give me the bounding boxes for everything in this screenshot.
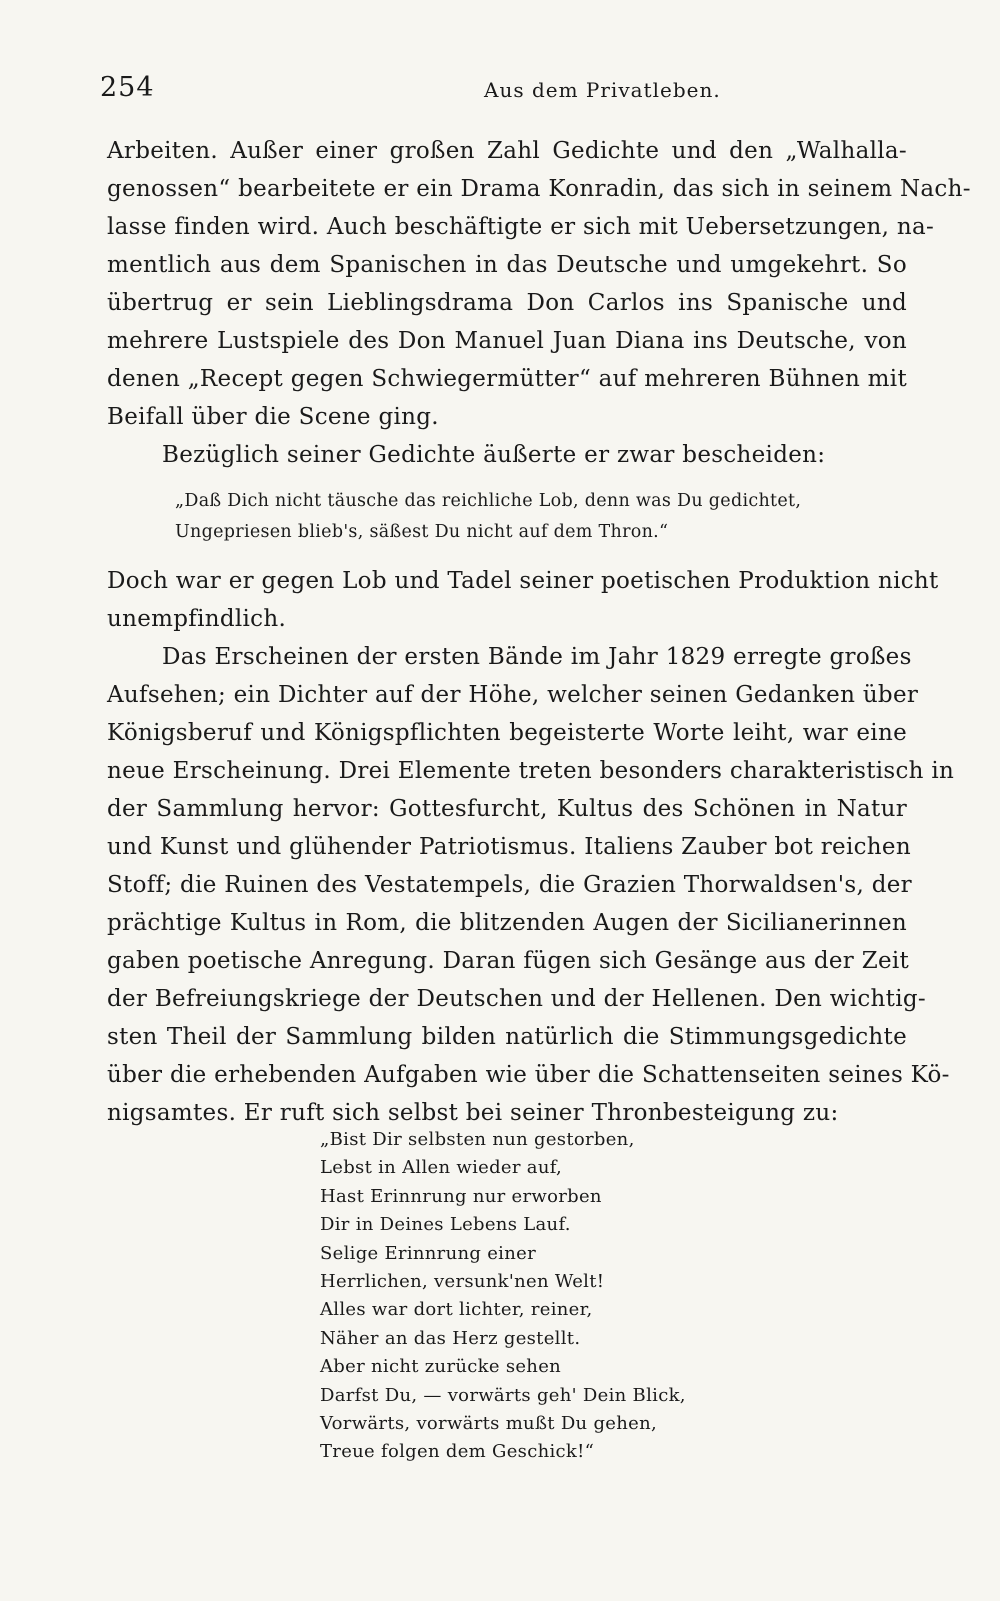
poem-line: Näher an das Herz gestellt. <box>320 1327 581 1349</box>
poem-line: Dir in Deines Lebens Lauf. <box>320 1214 571 1236</box>
quote-line: „Daß Dich nicht täusche das reichliche Lob, denn was Du gedichtet, <box>175 491 802 511</box>
text-line: Doch war er gegen Lob und Tadel seiner poetischen Produktion nicht <box>107 568 939 594</box>
paragraph-2 <box>107 436 907 474</box>
poem-line: Hast Erinnrung nur erworben <box>320 1185 602 1207</box>
text-line: neue Erscheinung. Drei Elemente treten besonders charakteristisch in <box>107 758 955 784</box>
paragraph-4 <box>107 638 955 1132</box>
poem-line: „Bist Dir selbsten nun gestorben, <box>320 1129 635 1150</box>
paragraph-3 <box>107 562 939 638</box>
text-line: lasse finden wird. Auch beschäftigte er sich mit Uebersetzungen, na- <box>107 214 935 240</box>
text-line: Arbeiten. Außer einer großen Zahl Gedichte und den „Walhalla- <box>107 138 907 164</box>
block-quote <box>107 486 907 548</box>
poem <box>320 1126 820 1467</box>
page-header <box>100 72 920 112</box>
poem-line: Selige Erinnrung einer <box>320 1242 536 1264</box>
text-line: Stoff; die Ruinen des Vestatempels, die Grazien Thorwaldsen's, der <box>107 872 912 898</box>
text-line: übertrug er sein Lieblingsdrama Don Carlos ins Spanische und <box>107 290 907 316</box>
text-line: Bezüglich seiner Gedichte äußerte er zwar bescheiden: <box>162 442 826 468</box>
text-line: Beifall über die Scene ging. <box>107 404 439 430</box>
text-line: mentlich aus dem Spanischen in das Deutsche und umgekehrt. So <box>107 252 907 278</box>
text-line: über die erhebenden Aufgaben wie über die Schattenseiten seines Kö- <box>107 1062 950 1088</box>
text-line: der Befreiungskriege der Deutschen und der Hellenen. Den wichtig- <box>107 986 926 1012</box>
poem-line: Herrlichen, versunk'nen Welt! <box>320 1270 605 1292</box>
paragraph-1 <box>107 132 971 436</box>
poem-line: Darfst Du, — vorwärts geh' Dein Blick, <box>320 1384 686 1406</box>
poem-line: Alles war dort lichter, reiner, <box>320 1299 593 1321</box>
poem-line: Lebst in Allen wieder auf, <box>320 1157 563 1179</box>
text-line: Das Erscheinen der ersten Bände im Jahr 1829 erregte großes <box>162 644 912 670</box>
quote-line: Ungepriesen blieb's, säßest Du nicht auf dem Thron.“ <box>175 522 669 542</box>
text-line: prächtige Kultus in Rom, die blitzenden Augen der Sicilianerinnen <box>107 910 907 936</box>
text-line: nigsamtes. Er ruft sich selbst bei seiner Thronbesteigung zu: <box>107 1100 839 1126</box>
running-title: Aus dem Privatleben. <box>484 78 721 102</box>
text-line: Königsberuf und Königspflichten begeisterte Worte leiht, war eine <box>107 720 907 746</box>
text-line: denen „Recept gegen Schwiegermütter“ auf mehreren Bühnen mit <box>107 366 907 392</box>
poem-line: Aber nicht zurücke sehen <box>320 1356 562 1378</box>
page-body <box>107 132 971 1132</box>
text-line: Aufsehen; ein Dichter auf der Höhe, welcher seinen Gedanken über <box>107 682 919 708</box>
text-line: sten Theil der Sammlung bilden natürlich die Stimmungsgedichte <box>107 1024 907 1050</box>
text-line: und Kunst und glühender Patriotismus. Italiens Zauber bot reichen <box>107 834 911 860</box>
page-number: 254 <box>100 72 155 103</box>
poem-line: Vorwärts, vorwärts mußt Du gehen, <box>320 1412 658 1434</box>
text-line: gaben poetische Anregung. Daran fügen sich Gesänge aus der Zeit <box>107 948 910 974</box>
poem-line: Treue folgen dem Geschick!“ <box>320 1441 595 1463</box>
text-line: der Sammlung hervor: Gottesfurcht, Kultus des Schönen in Natur <box>107 796 907 822</box>
text-line: genossen“ bearbeitete er ein Drama Konradin, das sich in seinem Nach- <box>107 176 971 202</box>
text-line: mehrere Lustspiele des Don Manuel Juan Diana ins Deutsche, von <box>107 328 907 354</box>
text-line: unempfindlich. <box>107 606 287 632</box>
